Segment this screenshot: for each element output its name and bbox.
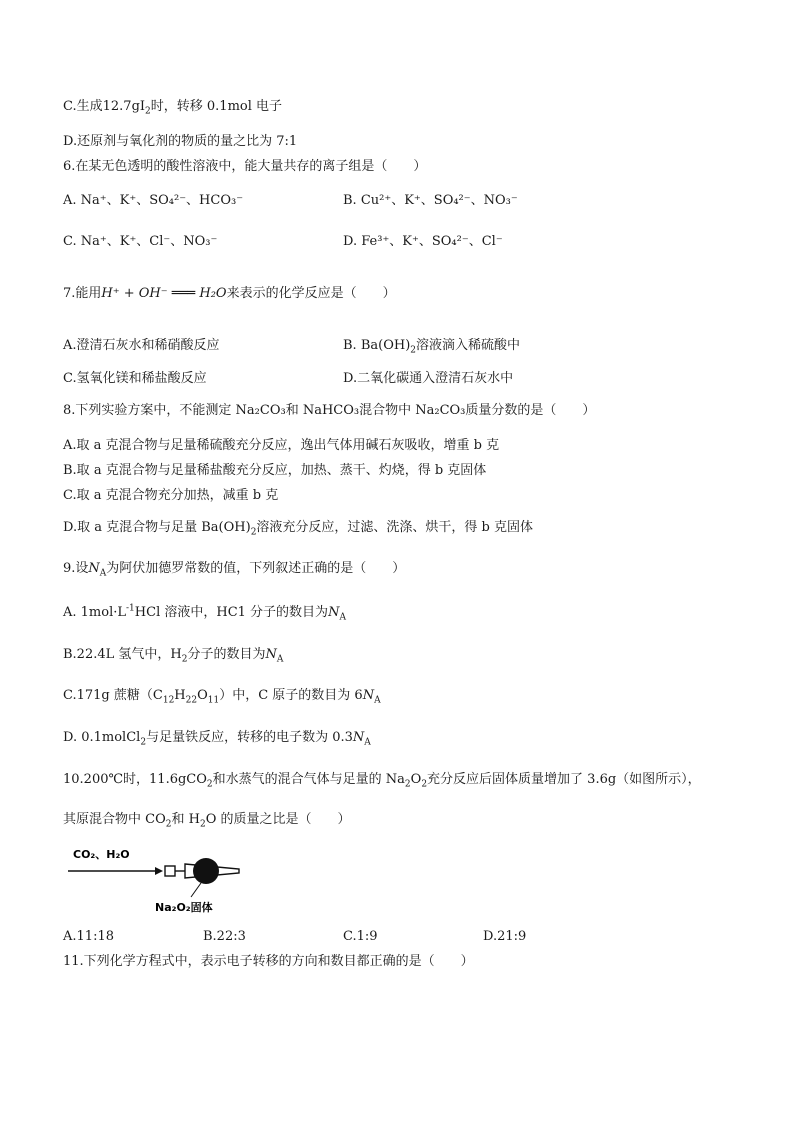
q8-option-c: C.取 a 克混合物充分加热，减重 b 克 bbox=[63, 488, 279, 503]
q7-equation: H⁺ + OH⁻ ═══ H₂O bbox=[101, 286, 227, 301]
q9-option-c: C.171g 蔗糖$(C_{12}H_{22}O_{11})$中，C 原子的数目为 $6N_A$ bbox=[63, 688, 381, 706]
q6-option-b: B. Cu²⁺、K⁺、SO₄²⁻、NO₃⁻ bbox=[343, 193, 518, 208]
q9-option-a: A. $1mol\cdot L^{-1}HCl$ 溶液中，HC1 分子的数目为$N_A$ bbox=[63, 603, 346, 623]
q6-option-a: A. Na⁺、K⁺、SO₄²⁻、HCO₃⁻ bbox=[63, 193, 244, 208]
q10-option-d: D.21:9 bbox=[483, 929, 527, 944]
q10-stem-line1: 10.200℃时，11.6gCO$_2$和水蒸气的混合气体与足量的 $Na_2O_2$充分反应后固体质量增加了 3.6g（如图所示）， bbox=[63, 772, 701, 790]
q10-apparatus-figure bbox=[63, 845, 253, 915]
q6-option-d: D. Fe³⁺、K⁺、SO₄²⁻、Cl⁻ bbox=[343, 234, 503, 249]
q9-stem: 9.设$N_A$为阿伏加德罗常数的值，下列叙述正确的是（ ） bbox=[63, 561, 406, 579]
q8-option-a: A.取 a 克混合物与足量稀硫酸充分反应，逸出气体用碱石灰吸收，增重 b 克 bbox=[63, 438, 500, 453]
q5-option-c: C.生成$12.7gI_2$时，转移 0.1mol 电子 bbox=[63, 99, 283, 117]
q8-option-d: D.取 a 克混合物与足量 $Ba(OH)_2$溶液充分反应，过滤、洗涤、烘干，得 b 克固体 bbox=[63, 520, 534, 538]
q9-option-b: B.22.4L 氢气中，$H_2$分子的数目为$N_A$ bbox=[63, 647, 284, 665]
q9-option-d: D. 0.1molCl$_2$与足量铁反应，转移的电子数为 $0.3N_A$ bbox=[63, 730, 371, 748]
q7-option-a: A.澄清石灰水和稀硝酸反应 bbox=[63, 338, 220, 353]
q10-stem-line2: 其原混合物中 $CO_2$和 $H_2O$ 的质量之比是（ ） bbox=[63, 812, 351, 830]
q7-stem: 7.能用H⁺ + OH⁻ ═══ H₂O来表示的化学反应是（ ） bbox=[63, 286, 396, 301]
q10-option-a: A.11:18 bbox=[63, 929, 114, 944]
solid-label: Na₂O₂固体 bbox=[155, 901, 213, 914]
gas-label: CO₂、H₂O bbox=[73, 848, 130, 861]
q10-option-c: C.1:9 bbox=[343, 929, 378, 944]
q7-option-b: B. $Ba(OH)_2$溶液滴入稀硫酸中 bbox=[343, 338, 521, 356]
tube-icon bbox=[165, 858, 239, 897]
q5-option-d: D.还原剂与氧化剂的物质的量之比为 7:1 bbox=[63, 134, 298, 149]
q8-option-b: B.取 a 克混合物与足量稀盐酸充分反应，加热、蒸干、灼烧，得 b 克固体 bbox=[63, 463, 487, 478]
q11-stem: 11.下列化学方程式中，表示电子转移的方向和数目都正确的是（ ） bbox=[63, 954, 474, 969]
q7-option-c: C.氢氧化镁和稀盐酸反应 bbox=[63, 371, 207, 386]
q8-stem: 8.下列实验方案中，不能测定 Na₂CO₃和 NaHCO₃混合物中 Na₂CO₃质量分数的是（ ） bbox=[63, 403, 596, 418]
q7-option-d: D.二氧化碳通入澄清石灰水中 bbox=[343, 371, 514, 386]
q6-option-c: C. Na⁺、K⁺、Cl⁻、NO₃⁻ bbox=[63, 234, 218, 249]
arrow-icon bbox=[68, 867, 163, 875]
q6-stem: 6.在某无色透明的酸性溶液中，能大量共存的离子组是（ ） bbox=[63, 159, 427, 174]
q10-option-b: B.22:3 bbox=[203, 929, 246, 944]
